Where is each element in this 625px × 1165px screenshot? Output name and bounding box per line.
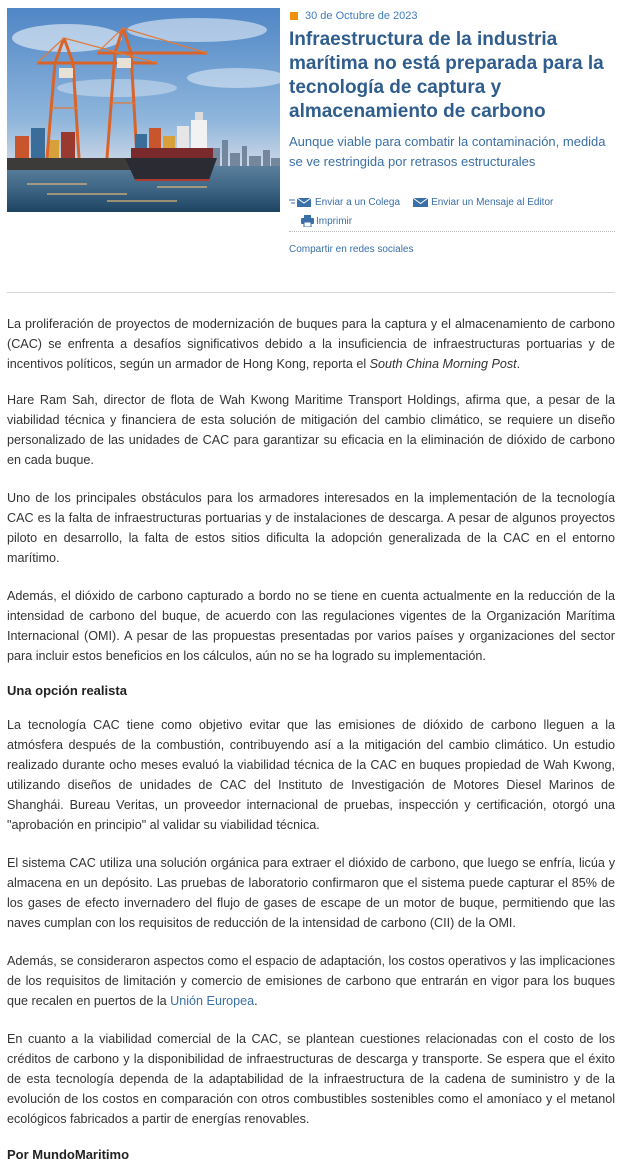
paragraph-7: [7, 951, 615, 1011]
paragraph-1-text: La proliferación de proyectos de modernización de buques para la captura y el almacenamiento de carbono (CAC) se enfrenta a desafíos significativos debido a la insuficiencia de infraestructuras portuarias y de incentivos políticos, según un armador de Hong Kong, reporta el: [7, 317, 615, 371]
send-colleague-label: Enviar a un Colega: [315, 196, 401, 208]
hero-image: [7, 8, 280, 212]
paragraph-7-end: .: [254, 994, 258, 1008]
paragraph-5: La tecnología CAC tiene como objetivo evitar que las emisiones de dióxido de carbono lleguen a la atmósfera después de la combustión, contribuyendo así a la mitigación del cambio climático. Un estudio realizado durante ocho meses evaluó la viabilidad técnica de la CAC en buques propiedad de Wah Kwong, utilizando diseños de unidades de CAC del Instituto de Investigación de Motores Diesel Marinos de Shanghái. Bureau Veritas, un proveedor internacional de pruebas, inspección y certificación, otorgó una "aprobación en principio" al validar su viabilidad técnica.: [7, 718, 615, 832]
date-row: [289, 8, 615, 24]
print-link[interactable]: [301, 215, 352, 227]
article-title: Infraestructura de la industria marítima no está preparada para la tecnología de captura y almacenamiento de carbono: [289, 29, 604, 122]
paragraph-1: [7, 314, 615, 374]
share-social-link[interactable]: Compartir en redes sociales: [289, 244, 414, 255]
union-europea-link[interactable]: Unión Europea: [170, 994, 255, 1008]
byline: Por MundoMaritimo: [7, 1147, 130, 1162]
paragraph-6: El sistema CAC utiliza una solución orgánica para extraer el dióxido de carbono, que luego se enfría, licúa y almacena en un depósito. Las pruebas de laboratorio confirmaron que el sistema puede capturar el 85% de los gases de efecto invernadero del flujo de gases de escape de un motor de buque, permitiendo que las naves cumplan con los requisitos de reducción de la intensidad de carbono (CII) de la OMI.: [7, 856, 615, 930]
send-colleague-link[interactable]: [289, 197, 400, 208]
article-body: [7, 314, 615, 1165]
send-editor-label: Enviar un Mensaje al Editor: [431, 196, 554, 208]
article-subtitle: Aunque viable para combatir la contaminación, medida se ve restringida por retrasos estructurales: [289, 134, 606, 169]
paragraph-8: En cuanto a la viabilidad comercial de la CAC, se plantean cuestiones relacionadas con el costo de los créditos de carbono y la disponibilidad de infraestructuras de descarga y transporte. Se espera que el éxito de esta tecnología dependa de la adaptabilidad de la infraestructura de la cadena de suministro y de la evolución de los costos en comparación con otros combustibles sostenibles como el amoníaco y el metanol ecológicos fabricados a partir de energías renovables.: [7, 1032, 615, 1126]
section-heading: Una opción realista: [7, 683, 127, 698]
printer-icon: [301, 215, 314, 227]
article-actions: [289, 194, 615, 255]
send-colleague-icon: [289, 197, 313, 208]
action-row: [289, 194, 615, 210]
article-date: 30 de Octubre de 2023: [305, 10, 418, 22]
source-name: South China Morning Post: [369, 357, 517, 371]
date-marker-icon: [290, 12, 298, 20]
print-label: Imprimir: [316, 215, 353, 227]
actions-separator: [289, 231, 615, 232]
header-divider: [7, 292, 615, 293]
paragraph-4: Además, el dióxido de carbono capturado a bordo no se tiene en cuenta actualmente en la reducción de la intensidad de carbono del buque, de acuerdo con las regulaciones vigentes de la Organización Marítima Internacional (OMI). A pesar de las propuestas presentadas por varios países y organizaciones del sector para incluir estos beneficios en los cálculos, aún no se ha logrado su implementación.: [7, 589, 615, 663]
send-editor-link[interactable]: [412, 197, 553, 208]
paragraph-1-end: .: [516, 357, 521, 371]
paragraph-7-text: Además, se consideraron aspectos como el espacio de adaptación, los costos operativos y las implicaciones de los requisitos de limitación y comercio de emisiones de carbono que entrarán en vigor para los buques que recalen en puertos de la: [7, 954, 615, 1008]
article-header: [289, 8, 615, 172]
envelope-icon: [412, 197, 429, 208]
paragraph-2: Hare Ram Sah, director de flota de Wah Kwong Maritime Transport Holdings, afirma que, a pesar de la viabilidad técnica y financiera de esta solución de mitigación del cambio climático, se requiere un diseño personalizado de las unidades de CAC para garantizar su eficacia en la eliminación de dióxido de carbono en cada buque.: [7, 393, 615, 467]
paragraph-3: Uno de los principales obstáculos para los armadores interesados en la implementación de la tecnología CAC es la falta de infraestructuras portuarias y de instalaciones de descarga. A pesar de algunos proyectos piloto en desarrollo, la falta de estos sitios dificulta la adopción generalizada de la CAC en el entorno marítimo.: [7, 491, 615, 565]
port-cranes-image: [7, 8, 280, 212]
